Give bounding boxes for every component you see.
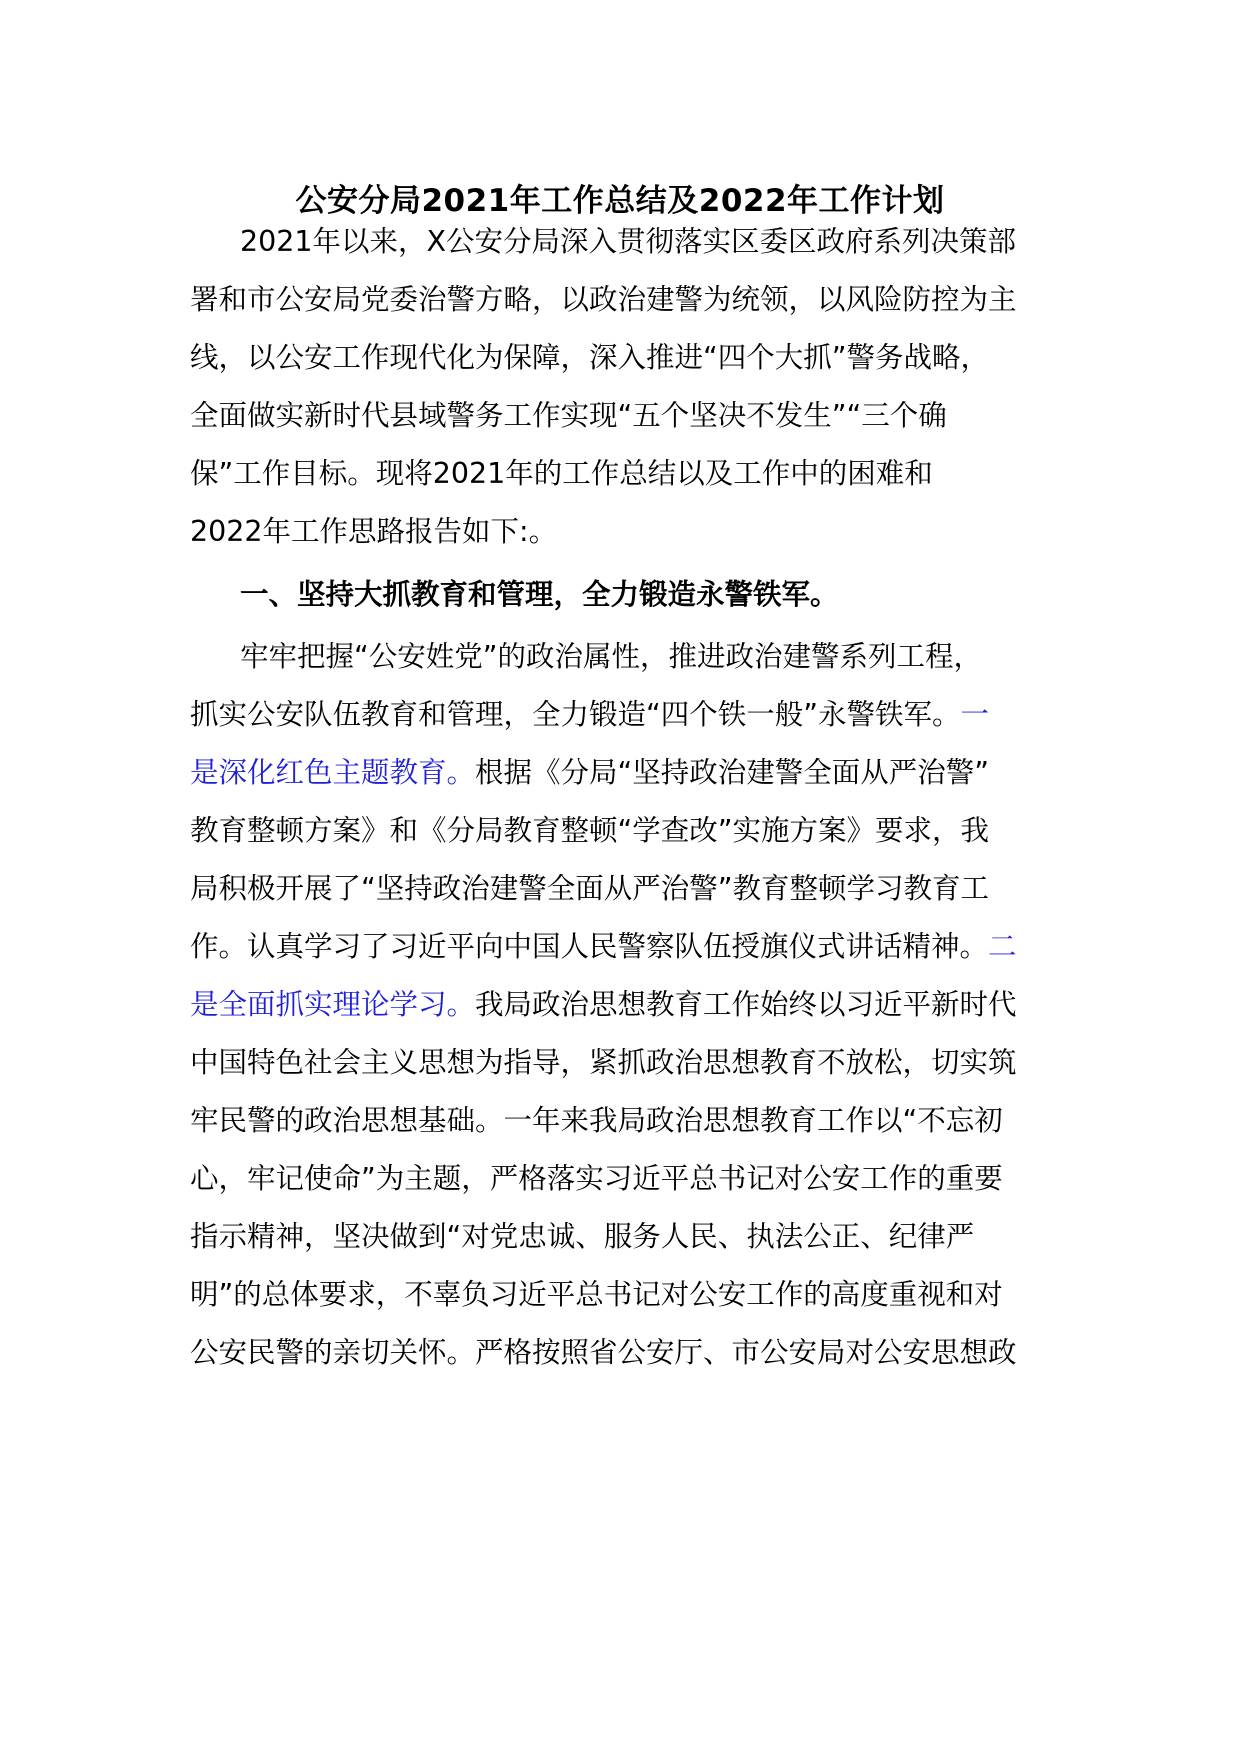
paragraph-line: 心，牢记使命”为主题，严格落实习近平总书记对公安工作的重要 (190, 1162, 1003, 1195)
intro-line-1: 2021年以来，X公安分局深入贯彻落实区委区政府系列决策部 (240, 225, 1017, 258)
paragraph-line: 公安民警的亲切关怀。严格按照省公安厅、市公安局对公安思想政 (190, 1336, 1017, 1369)
paragraph-line: 教育整顿方案》和《分局教育整顿“学查改”实施方案》要求，我 (190, 814, 990, 847)
intro-line-2: 署和市公安局党委治警方略，以政治建警为统领，以风险防控为主 (190, 283, 1017, 316)
paragraph-line: 牢牢把握“公安姓党”的政治属性，推进政治建警系列工程， (240, 640, 983, 673)
intro-line-3: 线，以公安工作现代化为保障，深入推进“四个大抓”警务战略， (190, 341, 990, 374)
paragraph-line: 明”的总体要求，不辜负习近平总书记对公安工作的高度重视和对 (190, 1278, 1003, 1311)
paragraph-line: 中国特色社会主义思想为指导，紧抓政治思想教育不放松，切实筑 (190, 1046, 1017, 1079)
section-heading-1: 一、坚持大抓教育和管理，全力锻造永警铁军。 (240, 578, 839, 611)
highlight-text: 一 (960, 698, 990, 731)
paragraph-line (190, 985, 1017, 1025)
paragraph-line: 牢民警的政治思想基础。一年来我局政治思想教育工作以“不忘初 (190, 1104, 1003, 1137)
paragraph-text: 根据《分局“坚持政治建警全面从严治警” (475, 756, 990, 789)
paragraph-line (190, 927, 1017, 967)
intro-line-6: 2022年工作思路报告如下:。 (190, 515, 558, 548)
paragraph-line (190, 695, 989, 735)
highlight-text: 二 (988, 930, 1017, 963)
intro-line-4: 全面做实新时代县域警务工作实现“五个坚决不发生”“三个确 (190, 399, 947, 432)
intro-line-5: 保”工作目标。现将2021年的工作总结以及工作中的困难和 (190, 457, 933, 490)
highlight-text: 是深化红色主题教育。 (190, 756, 476, 789)
paragraph-text: 我局政治思想教育工作始终以习近平新时代 (475, 988, 1017, 1021)
document-title: 公安分局2021年工作总结及2022年工作计划 (295, 183, 945, 219)
paragraph-line (190, 753, 989, 793)
highlight-text: 是全面抓实理论学习。 (190, 988, 476, 1021)
paragraph-text: 抓实公安队伍教育和管理，全力锻造“四个铁一般”永警铁军。 (190, 698, 961, 731)
paragraph-text: 作。认真学习了习近平向中国人民警察队伍授旗仪式讲话精神。 (190, 930, 989, 963)
paragraph-line: 局积极开展了“坚持政治建警全面从严治警”教育整顿学习教育工 (190, 872, 990, 905)
paragraph-line: 指示精神，坚决做到“对党忠诚、服务人民、执法公正、纪律严 (190, 1220, 975, 1253)
